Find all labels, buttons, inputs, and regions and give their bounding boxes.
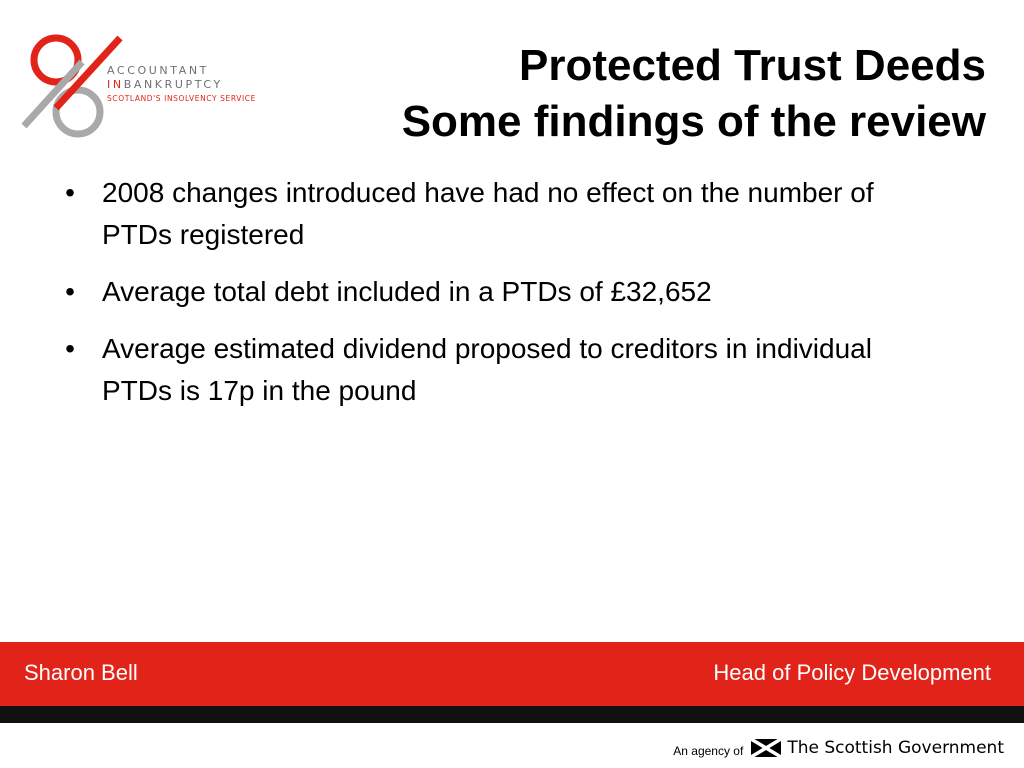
- bullet-item: [60, 271, 940, 313]
- bullet-item: [60, 172, 940, 256]
- bullet-glyph: •: [65, 177, 75, 208]
- saltire-flag-icon: [751, 739, 781, 757]
- logo-text-bankruptcy: BANKRUPTCY: [123, 78, 223, 91]
- logo-text-inbankruptcy: [107, 78, 223, 91]
- footer-band: [0, 642, 1024, 706]
- bullet-item: [60, 328, 940, 412]
- agency-organisation: The Scottish Government: [787, 738, 1004, 758]
- logo-text-in: IN: [107, 78, 124, 91]
- bullet-glyph: •: [65, 333, 75, 364]
- bullet-list: [60, 172, 940, 427]
- slide-title-line2: Some findings of the review: [401, 97, 986, 146]
- presenter-name: Sharon Bell: [24, 660, 138, 685]
- bullet-text: 2008 changes introduced have had no effect on the number of PTDs registered: [102, 177, 874, 250]
- aib-logo: [20, 28, 270, 146]
- presenter-role: Head of Policy Development: [713, 660, 991, 685]
- agency-credit: [673, 736, 1004, 760]
- bullet-text: Average total debt included in a PTDs of £32,652: [102, 276, 712, 307]
- bullet-glyph: •: [65, 276, 75, 307]
- slide-title-line1: Protected Trust Deeds: [518, 41, 986, 90]
- footer-divider: [0, 706, 1024, 723]
- slide-title: [402, 38, 986, 150]
- logo-tagline: SCOTLAND'S INSOLVENCY SERVICE: [107, 94, 256, 103]
- agency-prefix: An agency of: [673, 744, 744, 758]
- bullet-text: Average estimated dividend proposed to creditors in individual PTDs is 17p in the pound: [102, 333, 872, 406]
- logo-text-accountant: ACCOUNTANT: [107, 64, 209, 77]
